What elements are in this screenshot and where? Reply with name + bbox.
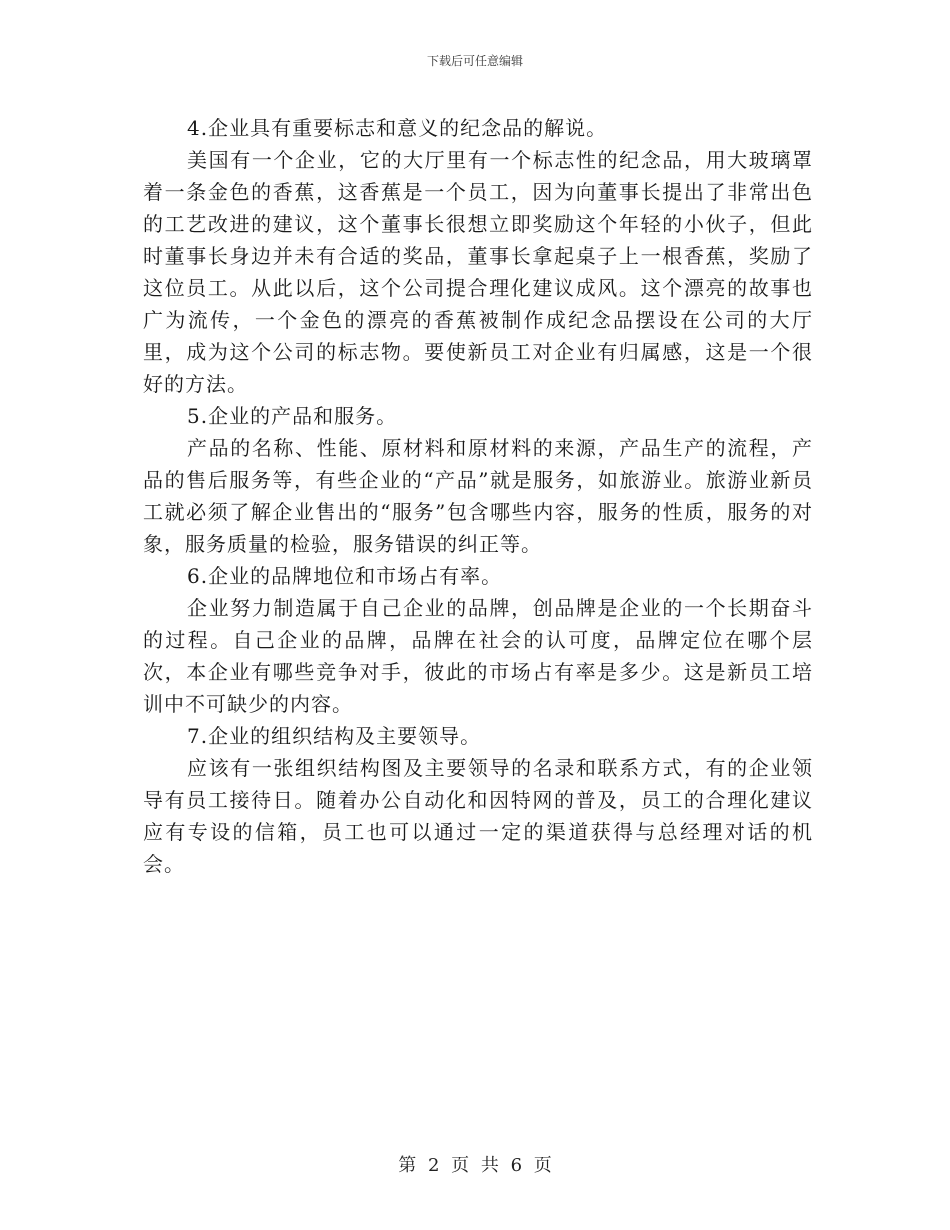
paragraph-products-services: 产品的名称、性能、原材料和原材料的来源，产品生产的流程，产品的售后服务等，有些企业的“产品”就是服务，如旅游业。旅游业新员工就必须了解企业售出的“服务”包含哪些内容，服务的性质，服务的对象，服务质量的检验，服务错误的纠正等。 <box>143 436 813 556</box>
section-heading-4: 4.企业具有重要标志和意义的纪念品的解说。 <box>187 116 608 140</box>
paragraph-organization: 应该有一张组织结构图及主要领导的名录和联系方式，有的企业领导有员工接待日。随着办公自动化和因特网的普及，员工的合理化建议应有专设的信箱，员工也可以通过一定的渠道获得与总经理对话的机会。 <box>143 756 813 876</box>
page-number: 第 2 页 共 6 页 <box>398 1155 552 1176</box>
section-heading-6: 6.企业的品牌地位和市场占有率。 <box>187 564 503 588</box>
paragraph-brand-market: 企业努力制造属于自己企业的品牌，创品牌是企业的一个长期奋斗的过程。自己企业的品牌，品牌在社会的认可度，品牌定位在哪个层次，本企业有哪些竞争对手，彼此的市场占有率是多少。这是新员工培训中不可缺少的内容。 <box>143 596 813 716</box>
section-heading-5: 5.企业的产品和服务。 <box>187 404 398 428</box>
document-body <box>143 112 813 880</box>
section-heading-7: 7.企业的组织结构及主要领导。 <box>187 724 482 748</box>
paragraph-banana-story: 美国有一个企业，它的大厅里有一个标志性的纪念品，用大玻璃罩着一条金色的香蕉，这香蕉是一个员工，因为向董事长提出了非常出色的工艺改进的建议，这个董事长很想立即奖励这个年轻的小伙子，但此时董事长身边并未有合适的奖品，董事长拿起桌子上一根香蕉，奖励了这位员工。从此以后，这个公司提合理化建议成风。这个漂亮的故事也广为流传，一个金色的漂亮的香蕉被制作成纪念品摆设在公司的大厅里，成为这个公司的标志物。要使新员工对企业有归属感，这是一个很好的方法。 <box>143 148 813 396</box>
page-header: 下载后可任意编辑 <box>426 54 523 68</box>
